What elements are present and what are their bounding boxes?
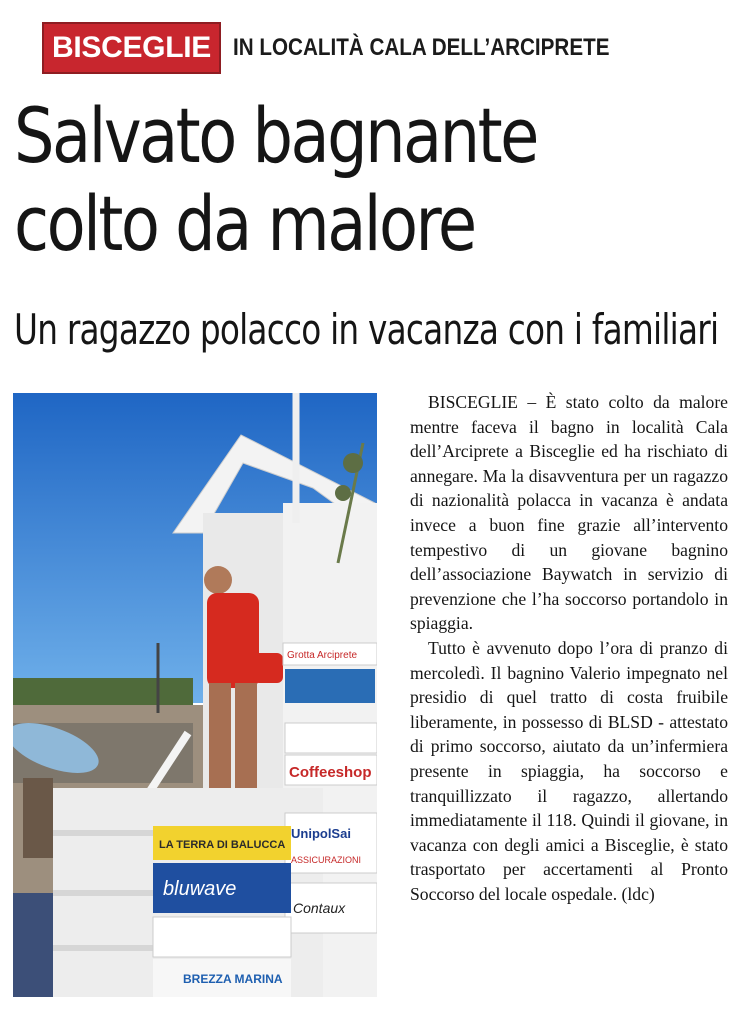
headline-line-1: Salvato bagnante [14,91,537,180]
sign-coffee: Coffeeshop [289,764,372,781]
sign-top: Grotta Arciprete [287,650,358,661]
subheadline: Un ragazzo polacco in vacanza con i familiari [14,305,719,354]
lifeguard-tower-photo [13,393,377,997]
sign-contaux: Contaux [293,900,346,916]
sign-brezza: BREZZA MARINA [183,972,283,986]
article-paragraph-1: BISCEGLIE – È stato colto da malore mentre faceva il bagno in località Cala dell’Arciprete a Bisceglie ed ha rischiato di annegare. Ma la disavventura per un ragazzo di nazionalità polacca in vacanza è andata invece a buon fine grazie all’intervento tempestivo di un giovane bagnino dell’associazione Baywatch in servizio di prevenzione che l’ha soccorso portandolo in spiaggia. [410,392,728,634]
location-tag: BISCEGLIE [42,22,221,74]
article-body [410,390,728,906]
sign-unipolsai: UnipolSai [291,826,351,841]
sign-assicurazioni: ASSICURAZIONI [291,855,362,865]
kicker [42,22,671,74]
sign-bluewave: bluwave [163,878,237,900]
sign-terra: LA TERRA DI BALUCCA [159,839,286,851]
headline [14,92,619,268]
headline-line-2: colto da malore [14,179,475,268]
trees [13,678,193,708]
kicker-subtitle: IN LOCALITÀ CALA DELL’ARCIPRETE [233,34,610,61]
article-paragraph-2: Tutto è avvenuto dopo l’ora di pranzo di mercoledì. Il bagnino Valerio impegnato nel presidio di quel tratto di costa fruibile liberamente, in possesso di BLSD - attestato di primo soccorso, aiutato da un’infermiera presente in spiaggia, ha soccorso e tranquillizzato il ragazzo, allertando immediatamente il 118. Quindi il giovane, in vacanza con degli amici a Bisceglie, è stato trasportato per accertamenti al Pronto Soccorso del locale ospedale. (ldc) [410,637,728,904]
